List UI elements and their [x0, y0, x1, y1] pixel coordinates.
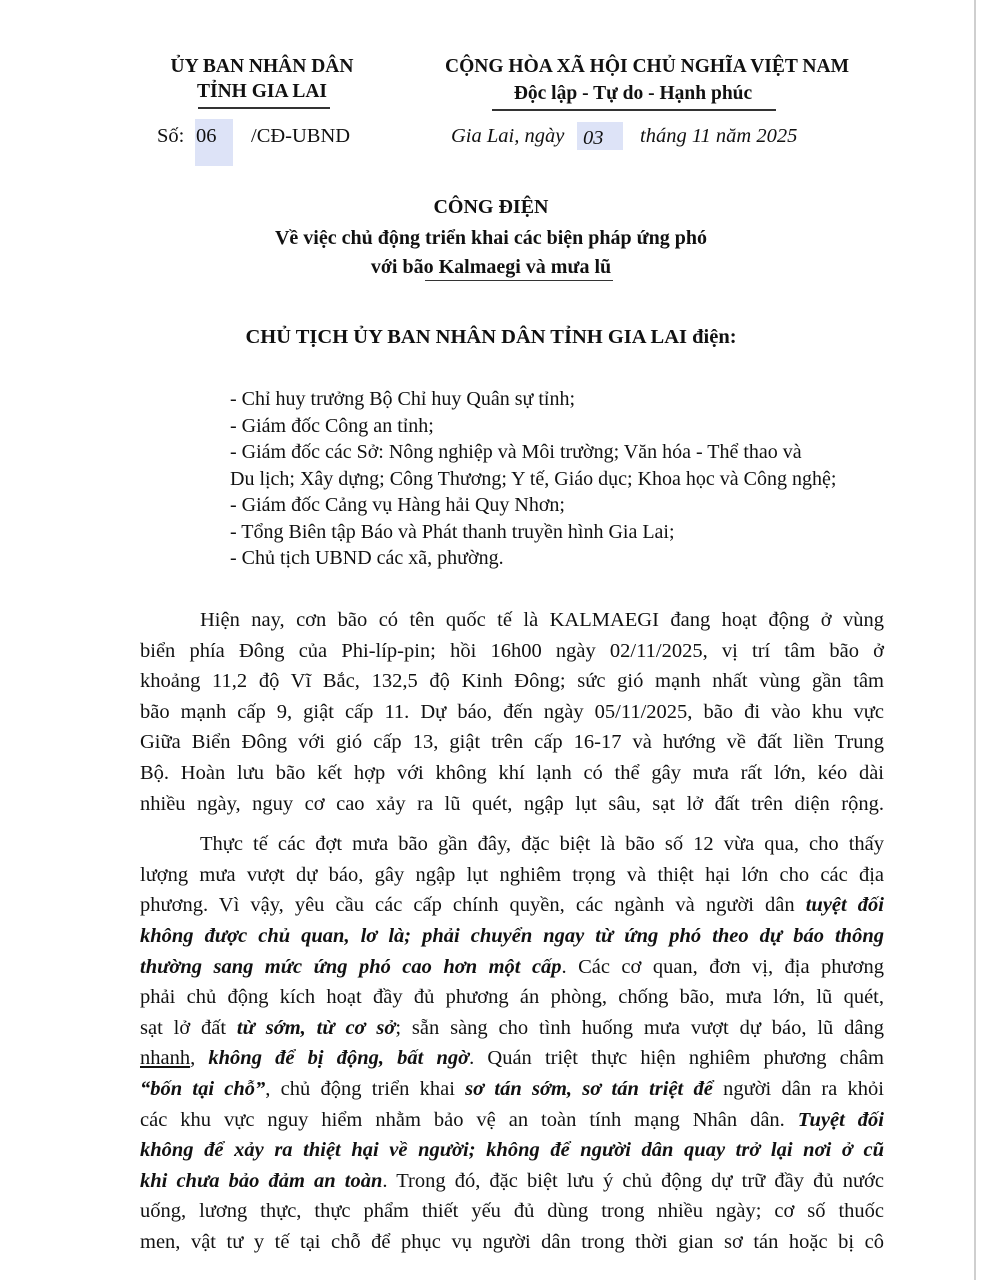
agency-name-line1: ỦY BAN NHÂN DÂN: [170, 56, 354, 77]
emphasis-text: từ sớm, từ cơ sở: [236, 1016, 396, 1039]
paragraph-line: [140, 921, 884, 952]
text-segment: ; sẵn sàng cho tình huống mưa vượt dự báo, lũ dâng: [395, 1016, 884, 1039]
date-day: 03: [583, 127, 604, 149]
emphasis-text: tuyệt đối: [805, 894, 884, 917]
paragraph-line: [140, 1227, 884, 1258]
recipient-item: - Giám đốc các Sở: Nông nghiệp và Môi trường; Văn hóa - Thể thao và: [230, 441, 802, 463]
date-suffix: tháng 11 năm 2025: [640, 125, 798, 147]
text-segment: . Trong đó, đặc biệt lưu ý chủ động dự trữ đầy đủ nước: [382, 1169, 884, 1192]
page-edge: [974, 0, 976, 1280]
agency-underline: [198, 107, 330, 109]
recipient-item: - Chủ tịch UBND các xã, phường.: [230, 547, 504, 569]
text-segment: bão mạnh cấp 9, giật cấp 11. Dự báo, đến ngày 05/11/2025, bão đi vào khu vực: [140, 700, 884, 723]
paragraph-line: [140, 952, 884, 983]
subject-underline: [425, 280, 613, 281]
paragraph-line: [140, 1166, 884, 1197]
paragraph-line: [140, 1196, 884, 1227]
emphasis-text: Tuyệt đối: [797, 1108, 884, 1131]
paragraph: [140, 605, 884, 819]
paragraph-line: [140, 697, 884, 728]
motto-underline: [492, 109, 776, 111]
recipient-item: - Giám đốc Cảng vụ Hàng hải Quy Nhơn;: [230, 494, 565, 516]
paragraph-line: [140, 636, 884, 667]
agency-name-line2: TỈNH GIA LAI: [196, 81, 328, 102]
recipient-item: Du lịch; Xây dựng; Công Thương; Y tế, Giáo dục; Khoa học và Công nghệ;: [230, 467, 837, 490]
text-segment: . Quán triệt thực hiện nghiêm phương châm: [469, 1047, 885, 1070]
national-title: CỘNG HÒA XÃ HỘI CHỦ NGHĨA VIỆT NAM: [445, 56, 849, 77]
paragraph-line: [140, 1135, 884, 1166]
paragraph-line: [140, 727, 884, 758]
text-segment: các khu vực nguy hiểm nhằm bảo vệ an toàn tính mạng Nhân dân.: [140, 1108, 798, 1131]
text-segment: phải chủ động kích hoạt đầy đủ phương án phòng, chống bão, mưa lớn, lũ quét,: [140, 986, 884, 1009]
document-subject-line2: với bão Kalmaegi và mưa lũ: [370, 256, 612, 278]
document-number: 06: [196, 125, 217, 147]
text-segment: Hiện nay, cơn bão có tên quốc tế là KALMAEGI đang hoạt động ở vùng: [200, 609, 884, 631]
number-prefix: Số:: [157, 125, 185, 147]
date-prefix: Gia Lai, ngày: [451, 125, 565, 147]
recipient-list: [230, 386, 890, 572]
paragraph-line: [140, 789, 884, 820]
paragraph-line: [140, 1074, 884, 1105]
document-body: [140, 605, 884, 1267]
text-segment: , chủ động triển khai: [265, 1077, 466, 1100]
paragraph-line: [140, 605, 884, 636]
document-code: /CĐ-UBND: [251, 125, 351, 147]
text-segment: Giữa Biển Đông với gió cấp 13, giật trên cấp 16-17 và hướng về đất liền Trung: [140, 731, 884, 754]
paragraph-line: [140, 829, 884, 860]
text-segment: Bộ. Hoàn lưu bão kết hợp với không khí lạnh có thể gây mưa rất lớn, kéo dài: [140, 761, 884, 784]
text-segment: lượng mưa vượt dự báo, gây ngập lụt nghiêm trọng và thiệt hại lớn cho các địa: [140, 863, 884, 886]
emphasis-text: không để xảy ra thiệt hại về người; không để người dân quay trở lại nơi ở cũ: [140, 1139, 884, 1162]
text-segment: khoảng 11,2 độ Vĩ Bắc, 132,5 độ Kinh Đông; sức gió mạnh nhất vùng gần tâm: [140, 670, 884, 693]
text-segment: sạt lở đất: [140, 1016, 237, 1039]
addressor-line: CHỦ TỊCH ỦY BAN NHÂN DÂN TỈNH GIA LAI điện:: [245, 326, 737, 348]
paragraph-line: [140, 860, 884, 891]
recipient-item: - Tổng Biên tập Báo và Phát thanh truyền hình Gia Lai;: [230, 520, 675, 543]
emphasis-text: thường sang mức ứng phó cao hơn một cấp: [140, 955, 562, 978]
text-segment: nhanh: [140, 1047, 191, 1070]
paragraph-line: [140, 890, 884, 921]
recipient-item: - Giám đốc Công an tỉnh;: [230, 414, 434, 437]
text-segment: Thực tế các đợt mưa bão gần đây, đặc biệt là bão số 12 vừa qua, cho thấy: [200, 833, 884, 856]
emphasis-text: không để bị động, bất ngờ: [208, 1047, 470, 1070]
text-segment: biển phía Đông của Phi-líp-pin; hồi 16h00 ngày 02/11/2025, vị trí tâm bão ở: [140, 639, 884, 662]
paragraph-line: [140, 1105, 884, 1136]
text-segment: . Các cơ quan, đơn vị, địa phương: [561, 955, 884, 978]
paragraph: [140, 829, 884, 1257]
paragraph-line: [140, 1043, 884, 1074]
paragraph-line: [140, 982, 884, 1013]
text-segment: phương. Vì vậy, yêu cầu các cấp chính quyền, các ngành và người dân: [140, 894, 806, 917]
recipient-item: - Chỉ huy trưởng Bộ Chỉ huy Quân sự tỉnh;: [230, 388, 576, 410]
emphasis-text: không được chủ quan, lơ là; phải chuyển ngay từ ứng phó theo dự báo thông: [140, 924, 884, 947]
emphasis-text: “bốn tại chỗ”: [140, 1077, 266, 1100]
document-type-title: CÔNG ĐIỆN: [433, 196, 549, 218]
text-segment: men, vật tư y tế tại chỗ để phục vụ người dân trong thời gian sơ tán hoặc bị cô: [140, 1230, 884, 1253]
text-segment: uống, lương thực, thực phẩm thiết yếu đủ dùng trong nhiều ngày; cơ số thuốc: [140, 1200, 884, 1223]
text-segment: ,: [190, 1047, 209, 1070]
text-segment: nhiều ngày, nguy cơ cao xảy ra lũ quét, ngập lụt sâu, sạt lở đất trên diện rộng.: [140, 792, 884, 815]
paragraph-line: [140, 1013, 884, 1044]
emphasis-text: khi chưa bảo đảm an toàn: [140, 1169, 383, 1192]
emphasis-text: sơ tán sớm, sơ tán triệt để: [465, 1077, 713, 1100]
national-motto: Độc lập - Tự do - Hạnh phúc: [513, 83, 753, 104]
paragraph-line: [140, 666, 884, 697]
paragraph-line: [140, 758, 884, 789]
text-segment: người dân ra khỏi: [712, 1077, 884, 1100]
document-subject-line1: Về việc chủ động triển khai các biện pháp ứng phó: [274, 227, 708, 249]
